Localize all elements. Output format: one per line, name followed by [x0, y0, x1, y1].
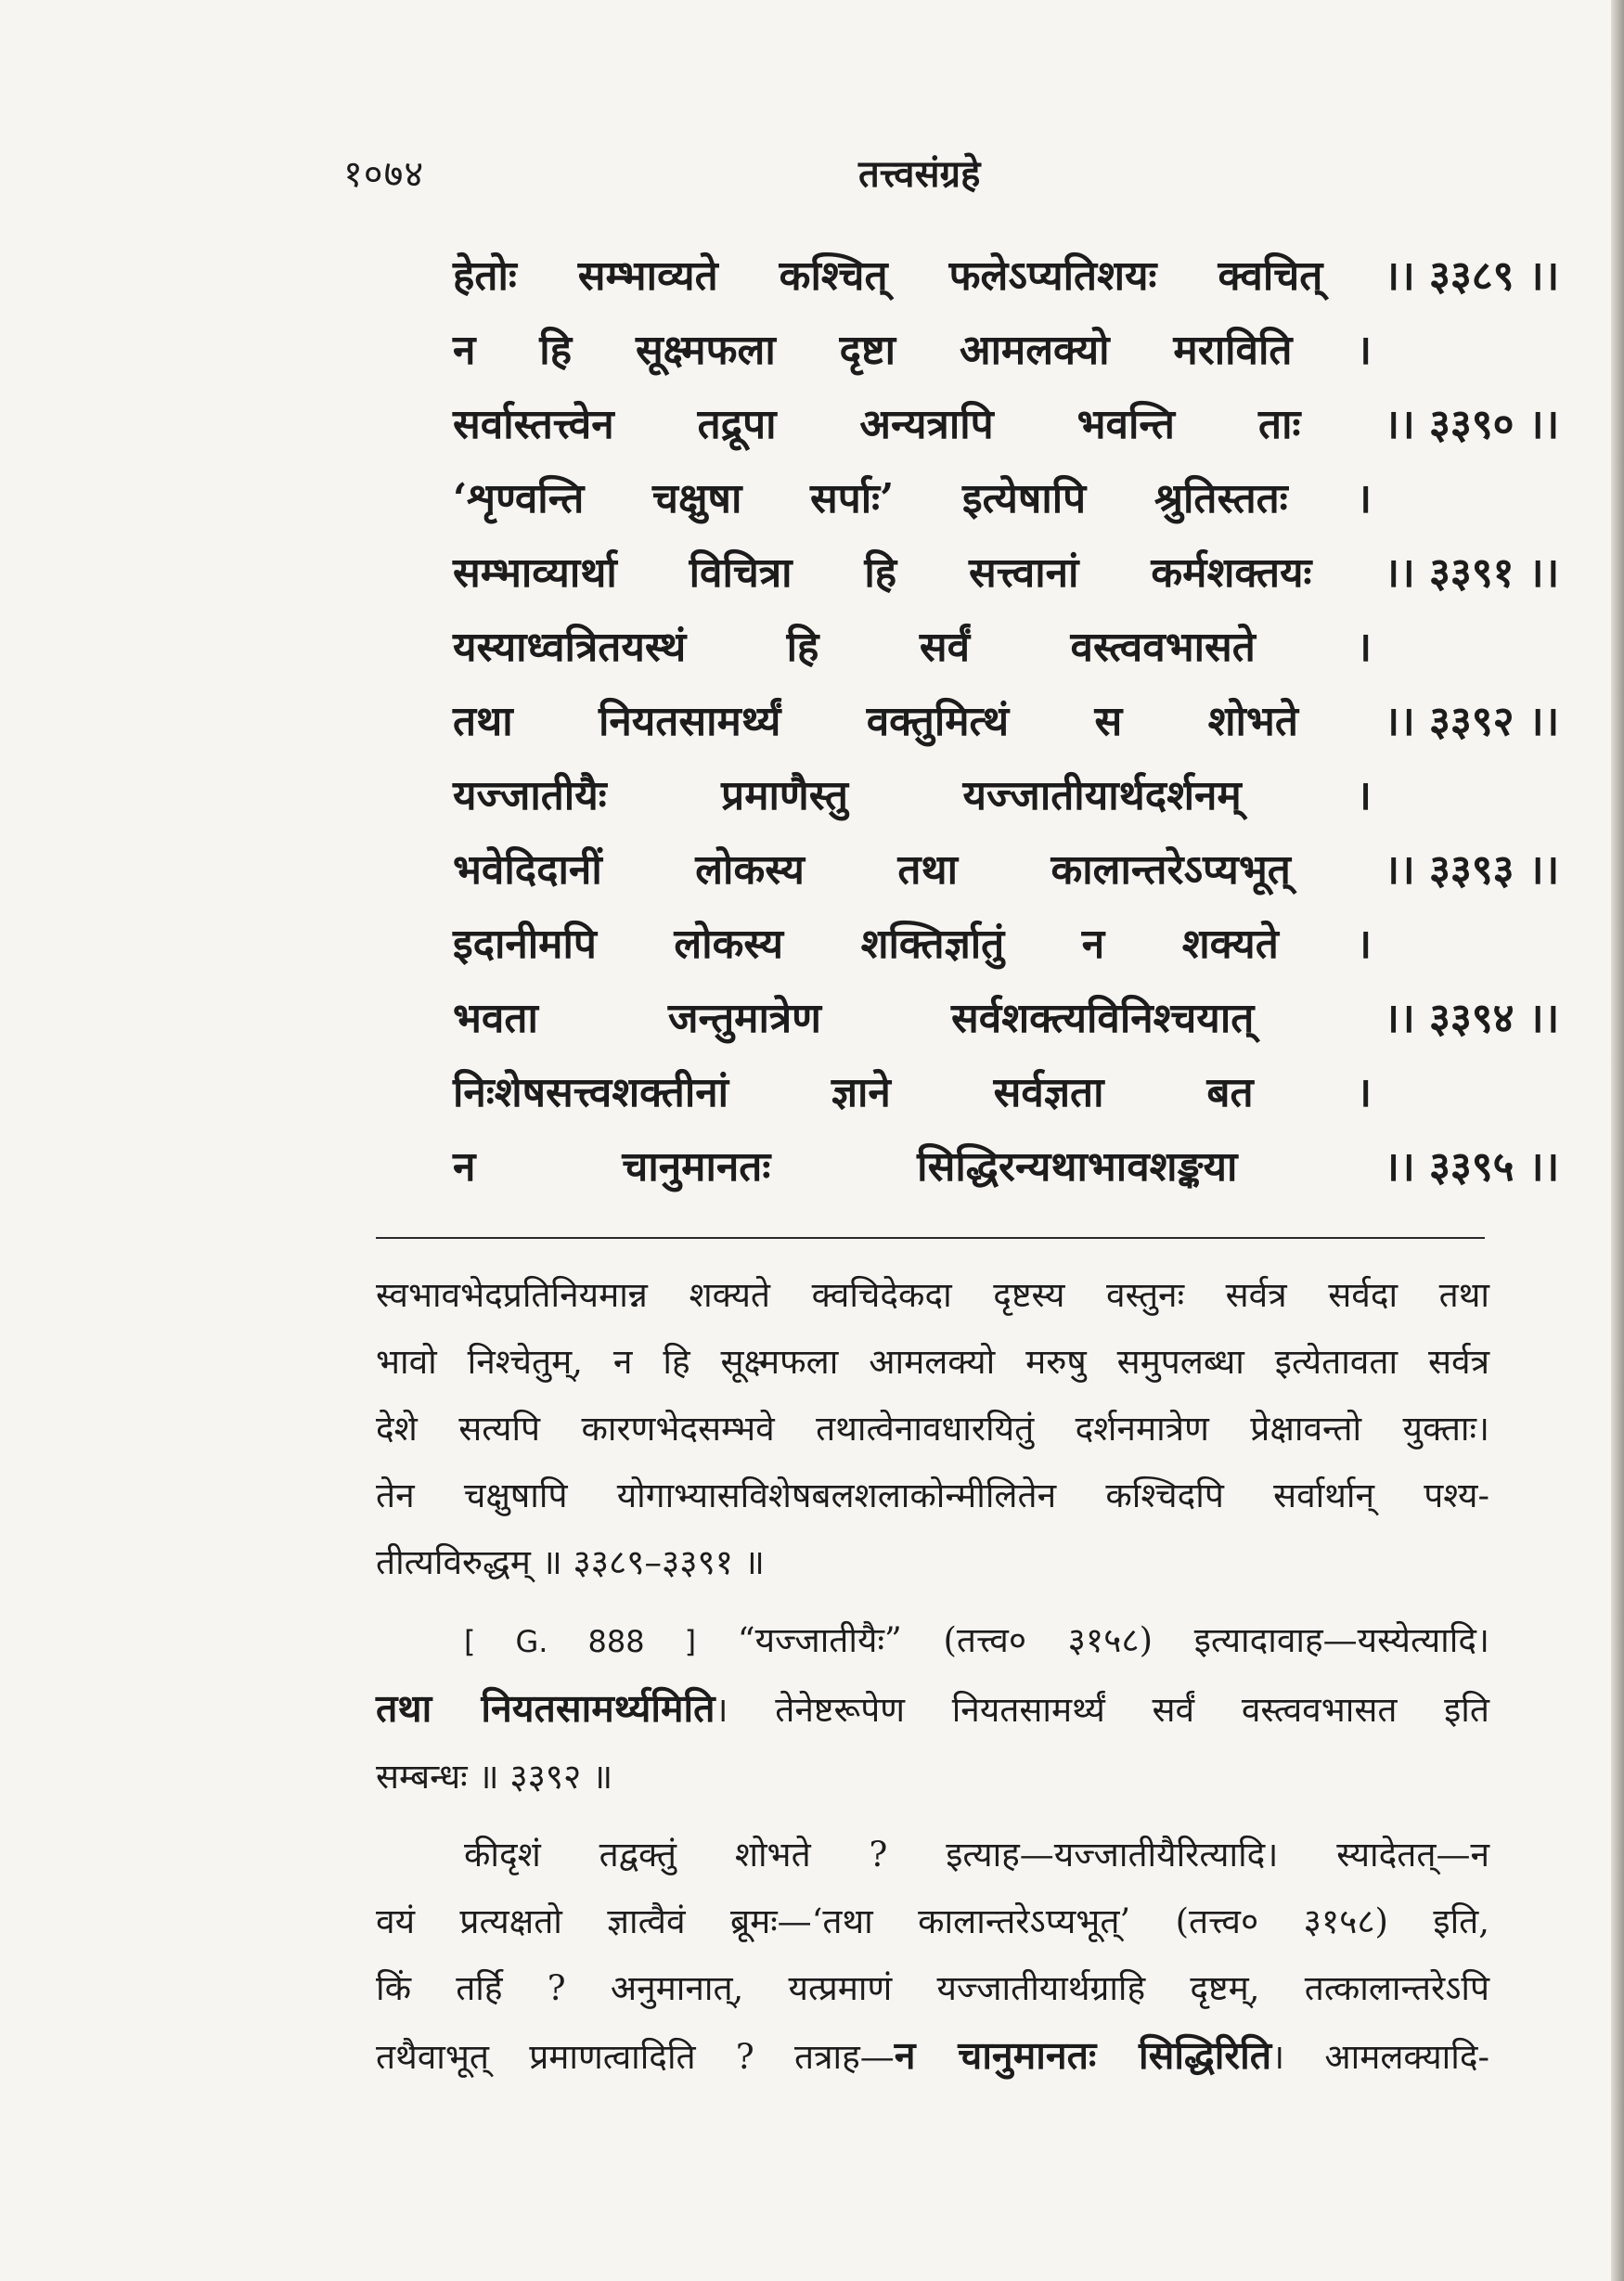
verse-number: । ३३९४ ।।	[1399, 995, 1560, 1042]
verse-line: भवेदिदानीं लोकस्य तथा कालान्तरेऽप्यभूत् ।। ३३९३ ।।	[453, 833, 1492, 908]
verse-line: हेतोः सम्भाव्यते कश्चित् फलेऽप्यतिशयः क्वचित् ।। ३३८९ ।।	[453, 239, 1492, 314]
verse-number: । ३३९० ।।	[1399, 401, 1560, 448]
verse-number: । ३३८९ ।।	[1399, 252, 1560, 300]
page-reference: [ G. 888 ]	[464, 1624, 697, 1659]
verse-line: यस्याध्वत्रितयस्थं हि सर्वं वस्त्ववभासते ।	[453, 624, 1372, 671]
verse-line: न चानुमानतः सिद्धिरन्यथाभावशङ्कया ।। ३३९५ ।।	[453, 1130, 1492, 1205]
commentary-paragraph	[376, 1262, 1489, 1596]
verse-line: ‘शृण्वन्ति चक्षुषा सर्पाः’ इत्येषापि श्रुतिस्ततः ।	[453, 475, 1372, 522]
commentary-line: भावो निश्चेतुम्, न हि सूक्ष्मफला आमलक्यो मरुषु समुपलब्धा इत्येतावता सर्वत्र	[376, 1342, 1489, 1382]
commentary	[376, 1262, 1489, 2091]
commentary-line: सम्बन्धः ॥ ३३९२ ॥	[376, 1757, 613, 1797]
pratika-bold: न चानुमानतः सिद्धिरिति	[894, 2033, 1272, 2078]
verse-number: । ३३९१ ।।	[1399, 549, 1560, 597]
commentary-line: तेन चक्षुषापि योगाभ्यासविशेषबलशलाकोन्मीलितेन कश्चिदपि सर्वार्थान् पश्य-	[376, 1476, 1489, 1515]
verse-number: । ३३९२ ।।	[1399, 698, 1560, 745]
running-head	[343, 147, 1485, 196]
verse-line: निःशेषसत्त्वशक्तीनां ज्ञाने सर्वज्ञता बत ।	[453, 1069, 1372, 1116]
page-number: १०७४	[343, 153, 425, 196]
commentary-line: स्वभावभेदप्रतिनियमान्न शक्यते क्वचिदेकदा दृष्टस्य वस्तुनः सर्वत्र सर्वदा तथा	[376, 1275, 1489, 1315]
verse-line: सर्वास्तत्त्वेन तद्रूपा अन्यत्रापि भवन्ति ताः ।। ३३९० ।।	[453, 388, 1492, 462]
verse-line: तथा नियतसामर्थ्यं वक्तुमित्थं स शोभते ।। ३३९२ ।।	[453, 685, 1492, 759]
divider-rule	[376, 1237, 1485, 1239]
verse-line: भवता जन्तुमात्रेण सर्वशक्त्यविनिश्चयात् ।। ३३९४ ।।	[453, 982, 1492, 1056]
verse-block	[453, 239, 1560, 1205]
commentary-paragraph	[376, 1822, 1489, 2091]
verse-line: इदानीमपि लोकस्य शक्तिर्ज्ञातुं न शक्यते ।	[453, 921, 1372, 968]
commentary-line: देशे सत्यपि कारणभेदसम्भवे तथात्वेनावधारयितुं दर्शनमात्रेण प्रेक्षावन्तो युक्ताः।	[376, 1409, 1489, 1449]
verse-line: यज्जातीयैः प्रमाणैस्तु यज्जातीयार्थदर्शनम् ।	[453, 772, 1372, 819]
commentary-line: तथा नियतसामर्थ्यमिति। तेनेष्टरूपेण नियतसामर्थ्यं सर्वं वस्त्ववभासत इति	[376, 1686, 1489, 1731]
commentary-line: वयं प्रत्यक्षतो ज्ञात्वैवं ब्रूमः—‘तथा कालान्तरेऽप्यभूत्’ (तत्त्व० ३१५८) इति,	[376, 1901, 1489, 1941]
verse-line: न हि सूक्ष्मफला दृष्टा आमलक्यो मराविति ।	[453, 327, 1372, 374]
verse-line: सम्भाव्यार्था विचित्रा हि सत्त्वानां कर्मशक्तयः ।। ३३९१ ।।	[453, 536, 1492, 611]
commentary-paragraph	[376, 1607, 1489, 1811]
commentary-line: [ G. 888 ] “यज्जातीयैः” (तत्त्व० ३१५८) इत्यादावाह—यस्येत्यादि।	[464, 1620, 1490, 1660]
book-title: तत्त्वसंग्रहे	[858, 152, 981, 196]
commentary-line: तथैवाभूत् प्रमाणत्वादिति ? तत्राह—न चानुमानतः सिद्धिरिति। आमलक्यादि-	[376, 2033, 1489, 2078]
commentary-line: किं तर्हि ? अनुमानात्, यत्प्रमाणं यज्जातीयार्थग्राहि दृष्टम्, तत्कालान्तरेऽपि	[376, 1968, 1489, 2008]
commentary-line: तीत्यविरुद्धम् ॥ ३३८९–३३९१ ॥	[376, 1542, 765, 1582]
verse-number: । ३३९५ ।।	[1399, 1143, 1560, 1191]
commentary-line: कीदृशं तद्वक्तुं शोभते ? इत्याह—यज्जातीयैरित्यादि। स्यादेतत्—न	[464, 1835, 1489, 1875]
verse-number: । ३३९३ ।।	[1399, 846, 1560, 894]
pratika-bold: तथा नियतसामर्थ्यमिति	[376, 1686, 715, 1731]
page-edge	[1611, 0, 1624, 2281]
